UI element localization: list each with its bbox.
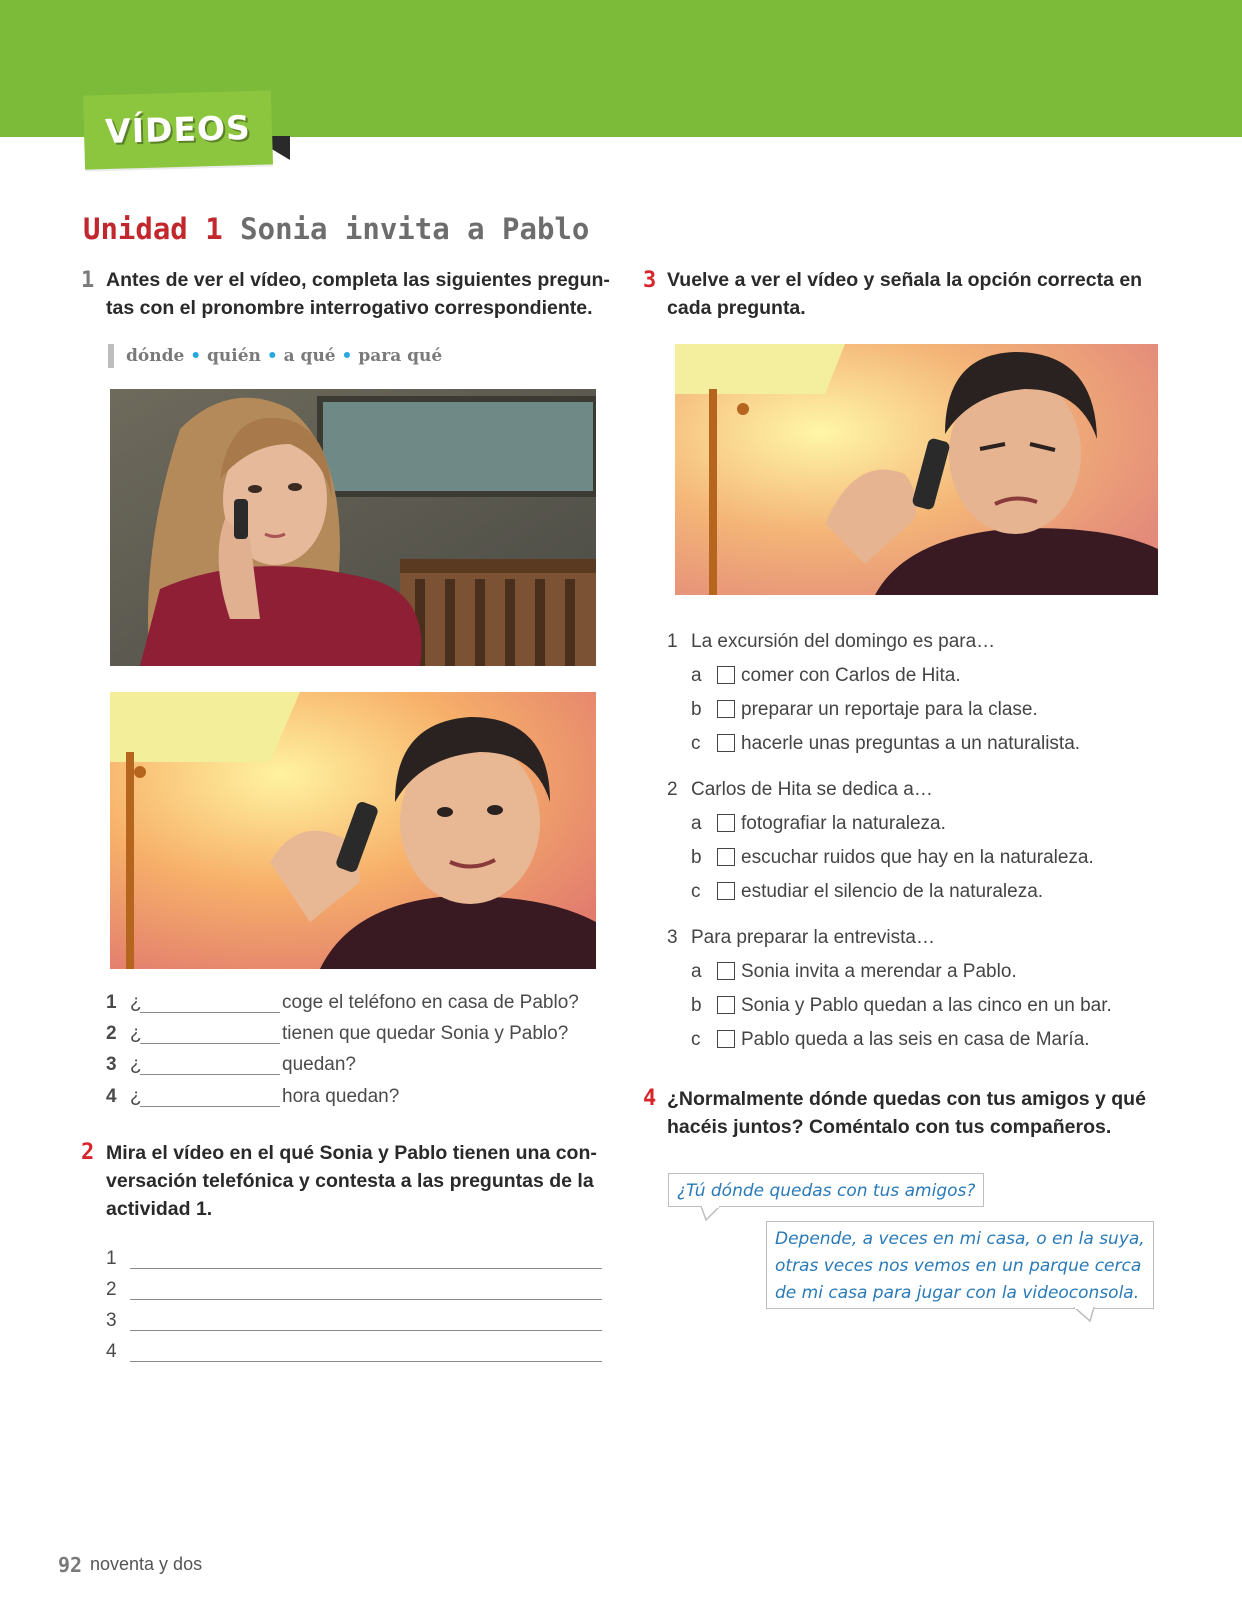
option-letter: b: [691, 995, 702, 1016]
option-text: escuchar ruidos que hay en la naturaleza.: [741, 847, 1094, 868]
bullet-icon: •: [190, 346, 202, 366]
exercise-2-line-1: Mira el vídeo en el qué Sonia y Pablo tienen una con-: [106, 1142, 597, 1164]
section-tag-label: VÍDEOS: [104, 107, 252, 152]
section-tag: [83, 90, 273, 169]
question-text: hora quedan?: [282, 1086, 400, 1107]
checkbox[interactable]: [717, 996, 735, 1014]
option-letter: a: [691, 665, 702, 686]
mc-question-number: 1: [667, 631, 678, 652]
option-letter: a: [691, 813, 702, 834]
question-number: 3: [106, 1054, 117, 1075]
exercise-4-line-2: hacéis juntos? Coméntalo con tus compañeros.: [667, 1116, 1112, 1138]
option-text: Sonia invita a merendar a Pablo.: [741, 961, 1017, 982]
photo-sonia-illustration: [110, 389, 596, 666]
speech-tail-icon: [700, 1206, 724, 1222]
mc-question-text: Carlos de Hita se dedica a…: [691, 779, 933, 800]
photo-pablo-phone: [110, 692, 596, 969]
question-text: tienen que quedar Sonia y Pablo?: [282, 1023, 569, 1044]
speech-bubble-answer: [766, 1221, 1154, 1309]
exercise-3-line-1: Vuelve a ver el vídeo y señala la opción correcta en: [667, 269, 1143, 291]
bubble-answer-line-2: otras veces nos vemos en un parque cerca: [775, 1256, 1142, 1276]
answer-row: [106, 1310, 596, 1332]
answer-blank[interactable]: [140, 1043, 280, 1044]
option-letter: c: [691, 733, 701, 754]
photo-pablo-frown-illustration: [675, 344, 1158, 595]
checkbox[interactable]: [717, 1030, 735, 1048]
option-letter: b: [691, 699, 702, 720]
bubble-question-text: ¿Tú dónde quedas con tus amigos?: [677, 1181, 976, 1201]
answer-number: 3: [106, 1310, 117, 1331]
exercise-1-number: 1: [81, 268, 95, 293]
exercise-1-line-1: Antes de ver el vídeo, completa las siguientes pregun-: [106, 269, 610, 291]
checkbox[interactable]: [717, 734, 735, 752]
checkbox[interactable]: [717, 700, 735, 718]
option-text: Pablo queda a las seis en casa de María.: [741, 1029, 1090, 1050]
speech-tail-icon: [1072, 1307, 1096, 1323]
question-open-mark: ¿: [130, 992, 142, 1013]
question-text: quedan?: [282, 1054, 356, 1075]
question-number: 2: [106, 1023, 117, 1044]
exercise-4-line-1: ¿Normalmente dónde quedas con tus amigos y qué: [667, 1088, 1146, 1110]
checkbox[interactable]: [717, 848, 735, 866]
answer-line[interactable]: [130, 1330, 602, 1331]
answer-number: 4: [106, 1341, 117, 1362]
option-letter: c: [691, 1029, 701, 1050]
option-letter: a: [691, 961, 702, 982]
option-letter: b: [691, 847, 702, 868]
word-bank-item: para qué: [358, 346, 443, 366]
answer-row: [106, 1279, 596, 1301]
word-bank: [108, 344, 442, 368]
photo-pablo-frown: [675, 344, 1158, 595]
answer-line[interactable]: [130, 1268, 602, 1269]
exercise-2-line-2: versación telefónica y contesta a las preguntas de la: [106, 1170, 594, 1192]
bullet-icon: •: [341, 346, 353, 366]
answer-line[interactable]: [130, 1361, 602, 1362]
answer-row: [106, 1341, 596, 1363]
answer-row: [106, 1248, 596, 1270]
question-open-mark: ¿: [130, 1023, 142, 1044]
exercise-3-instruction: [667, 266, 1142, 322]
unit-label: Unidad 1: [83, 212, 223, 246]
answer-blank[interactable]: [140, 1074, 280, 1075]
checkbox[interactable]: [717, 962, 735, 980]
option-text: fotografiar la naturaleza.: [741, 813, 946, 834]
mc-question-text: La excursión del domingo es para…: [691, 631, 996, 652]
exercise-1-line-2: tas con el pronombre interrogativo correspondiente.: [106, 297, 593, 319]
exercise-1-instruction: [106, 266, 610, 322]
exercise-4-number: 4: [643, 1086, 657, 1111]
answer-number: 1: [106, 1248, 117, 1269]
bubble-answer-line-3: de mi casa para jugar con la videoconsola.: [775, 1283, 1140, 1303]
photo-pablo-illustration: [110, 692, 596, 969]
exercise-2-line-3: actividad 1.: [106, 1198, 213, 1220]
answer-blank[interactable]: [140, 1106, 280, 1107]
exercise-2-number: 2: [81, 1140, 95, 1165]
speech-bubble-question: [668, 1173, 984, 1207]
question-open-mark: ¿: [130, 1086, 142, 1107]
option-text: comer con Carlos de Hita.: [741, 665, 961, 686]
bubble-answer-line-1: Depende, a veces en mi casa, o en la suya,: [775, 1229, 1145, 1249]
checkbox[interactable]: [717, 882, 735, 900]
exercise-4-instruction: [667, 1085, 1146, 1141]
option-text: hacerle unas preguntas a un naturalista.: [741, 733, 1081, 754]
page-number: 92: [58, 1553, 83, 1577]
mc-question-number: 3: [667, 927, 678, 948]
unit-name: Sonia invita a Pablo: [240, 212, 590, 246]
answer-line[interactable]: [130, 1299, 602, 1300]
checkbox[interactable]: [717, 666, 735, 684]
word-bank-item: dónde: [126, 346, 185, 366]
answer-blank[interactable]: [140, 1012, 280, 1013]
bullet-icon: •: [266, 346, 278, 366]
checkbox[interactable]: [717, 814, 735, 832]
question-open-mark: ¿: [130, 1054, 142, 1075]
word-bank-item: a qué: [283, 346, 336, 366]
option-letter: c: [691, 881, 701, 902]
exercise-2-instruction: [106, 1139, 597, 1223]
question-number: 4: [106, 1086, 117, 1107]
option-text: estudiar el silencio de la naturaleza.: [741, 881, 1044, 902]
question-number: 1: [106, 992, 117, 1013]
exercise-3-line-2: cada pregunta.: [667, 297, 806, 319]
photo-sonia-phone: [110, 389, 596, 666]
answer-number: 2: [106, 1279, 117, 1300]
word-bank-item: quién: [207, 346, 261, 366]
page-number-words: noventa y dos: [90, 1554, 203, 1574]
mc-question-text: Para preparar la entrevista…: [691, 927, 935, 948]
option-text: Sonia y Pablo quedan a las cinco en un bar.: [741, 995, 1112, 1016]
option-text: preparar un reportaje para la clase.: [741, 699, 1038, 720]
question-text: coge el teléfono en casa de Pablo?: [282, 992, 579, 1013]
unit-title: [83, 212, 589, 246]
mc-question-number: 2: [667, 779, 678, 800]
exercise-3-number: 3: [643, 268, 657, 293]
